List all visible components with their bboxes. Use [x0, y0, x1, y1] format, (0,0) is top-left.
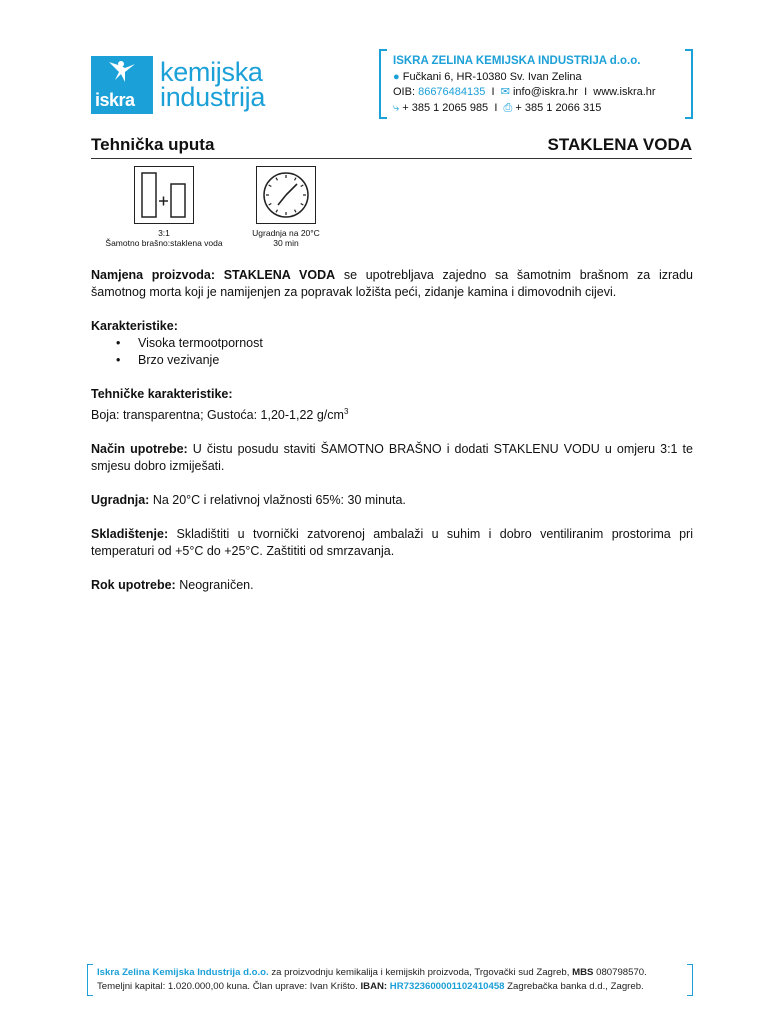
logo-wordmark: iskra: [95, 90, 135, 110]
mbs-label: MBS: [572, 967, 594, 978]
purpose-label: Namjena proizvoda:: [91, 268, 215, 282]
contact-company: ISKRA ZELINA KEMIJSKA INDUSTRIJA d.o.o.: [393, 55, 641, 67]
contact-fax: + 385 1 2066 315: [515, 101, 602, 114]
contact-phone: + 385 1 2065 985: [402, 101, 489, 114]
separator: I: [584, 86, 588, 98]
bracket-right: [687, 964, 693, 996]
pictogram-caption-2: 30 min: [273, 238, 299, 248]
pictogram-mix-ratio: [96, 166, 232, 248]
bank-name: Zagrebačka banka d.d., Zagreb.: [507, 981, 644, 992]
title-divider: [91, 158, 692, 159]
install-text: Na 20°C i relativnoj vlažnosti 65%: 30 minuta.: [152, 493, 406, 508]
contact-address-row: [393, 70, 656, 86]
contact-phone-row: [393, 101, 656, 117]
tech-text: Boja: transparentna; Gustoća: 1,20-1,22 g/cm: [91, 408, 344, 423]
footer-registry: za proizvodnju kemikalija i kemijskih proizvoda, Trgovački sud Zagreb,: [271, 967, 570, 978]
logo-text: [160, 57, 266, 112]
oib-value: 86676484135: [418, 86, 486, 98]
iban-label: IBAN:: [360, 981, 388, 992]
footer-line-1: [97, 966, 647, 980]
footer-capital: Temeljni kapital: 1.020.000,00 kuna. Član uprave: Ivan Krišto.: [97, 981, 358, 992]
purpose-product: STAKLENA VODA: [223, 268, 336, 282]
features-section: [91, 318, 693, 369]
shelf-label: Rok upotrebe:: [91, 578, 176, 593]
purpose-text: se upotrebljava zajedno sa šamotnim brašnom za izradu šamotnog morta koji je namijenjen za popravak ložišta peći, zidanje kamina i dimovodnih cijevi.: [91, 268, 693, 299]
contact-oib-row: [393, 85, 656, 101]
usage-paragraph: [91, 441, 693, 475]
clock-icon: [256, 166, 316, 224]
mbs-value: 080798570.: [596, 967, 647, 978]
pictogram-caption-2: Šamotno brašno:staklena voda: [105, 238, 223, 248]
pictogram-caption-1: 3:1: [158, 228, 170, 238]
fax-icon: ⎙: [503, 101, 513, 114]
document-body: [91, 267, 693, 611]
contact-website[interactable]: www.iskra.hr: [593, 86, 656, 98]
location-pin-icon: ●: [393, 70, 400, 83]
tech-sup: 3: [343, 407, 349, 416]
contact-box: [379, 49, 693, 117]
footer-company: Iskra Zelina Kemijska Industrija d.o.o.: [97, 967, 269, 978]
company-logo: [91, 56, 265, 114]
contact-email[interactable]: info@iskra.hr: [512, 86, 578, 98]
storage-label: Skladištenje:: [91, 527, 169, 542]
list-item: • Brzo vezivanje: [116, 353, 220, 367]
logo-line-2: industrija: [160, 82, 266, 112]
product-name: STAKLENA VODA: [547, 135, 692, 154]
usage-text: U čistu posudu staviti ŠAMOTNO BRAŠNO i dodati STAKLENU VODU u omjeru 3:1 te smjesu dobro izmiješati.: [91, 442, 693, 474]
separator: I: [494, 101, 498, 114]
bracket-left: [87, 964, 93, 996]
shelf-life-paragraph: [91, 577, 693, 594]
install-paragraph: [91, 492, 693, 509]
storage-paragraph: [91, 526, 693, 560]
usage-label: Način upotrebe:: [91, 442, 188, 457]
footer-line-2: [97, 980, 647, 994]
logo-mark: [91, 56, 153, 114]
features-label: Karakteristike:: [91, 319, 178, 333]
tech-label: Tehničke karakteristike:: [91, 387, 233, 401]
phone-icon: ⤷: [393, 101, 400, 114]
pictogram-cure-time: [236, 166, 336, 248]
document-type: Tehnička uputa: [91, 135, 215, 154]
logo-figure-icon: [103, 60, 139, 88]
logo-line-1: kemijska: [160, 57, 263, 87]
mail-icon: ✉: [500, 86, 510, 98]
oib-label: OIB:: [393, 86, 416, 98]
purpose-paragraph: [91, 267, 693, 301]
install-label: Ugradnja:: [91, 493, 150, 508]
page-footer: [87, 964, 693, 996]
separator: I: [491, 86, 495, 98]
pictogram-caption-1: Ugradnja na 20°C: [252, 228, 320, 238]
tech-paragraph: [91, 386, 693, 424]
shelf-text: Neograničen.: [179, 578, 254, 593]
bracket-left: [379, 49, 387, 119]
storage-text: Skladištiti u tvornički zatvorenoj ambalaži u suhim i dobro ventiliranim prostorima pri temperaturi od +5°C do +25°C. Zaštititi od smrzavanja.: [91, 527, 693, 559]
features-list: [91, 335, 693, 369]
bracket-right: [685, 49, 693, 119]
mix-ratio-icon: [134, 166, 194, 224]
iban-value: HR7323600001102410458: [389, 981, 505, 992]
contact-address: Fučkani 6, HR-10380 Sv. Ivan Zelina: [402, 70, 582, 83]
list-item: • Visoka termootpornost: [116, 336, 263, 350]
